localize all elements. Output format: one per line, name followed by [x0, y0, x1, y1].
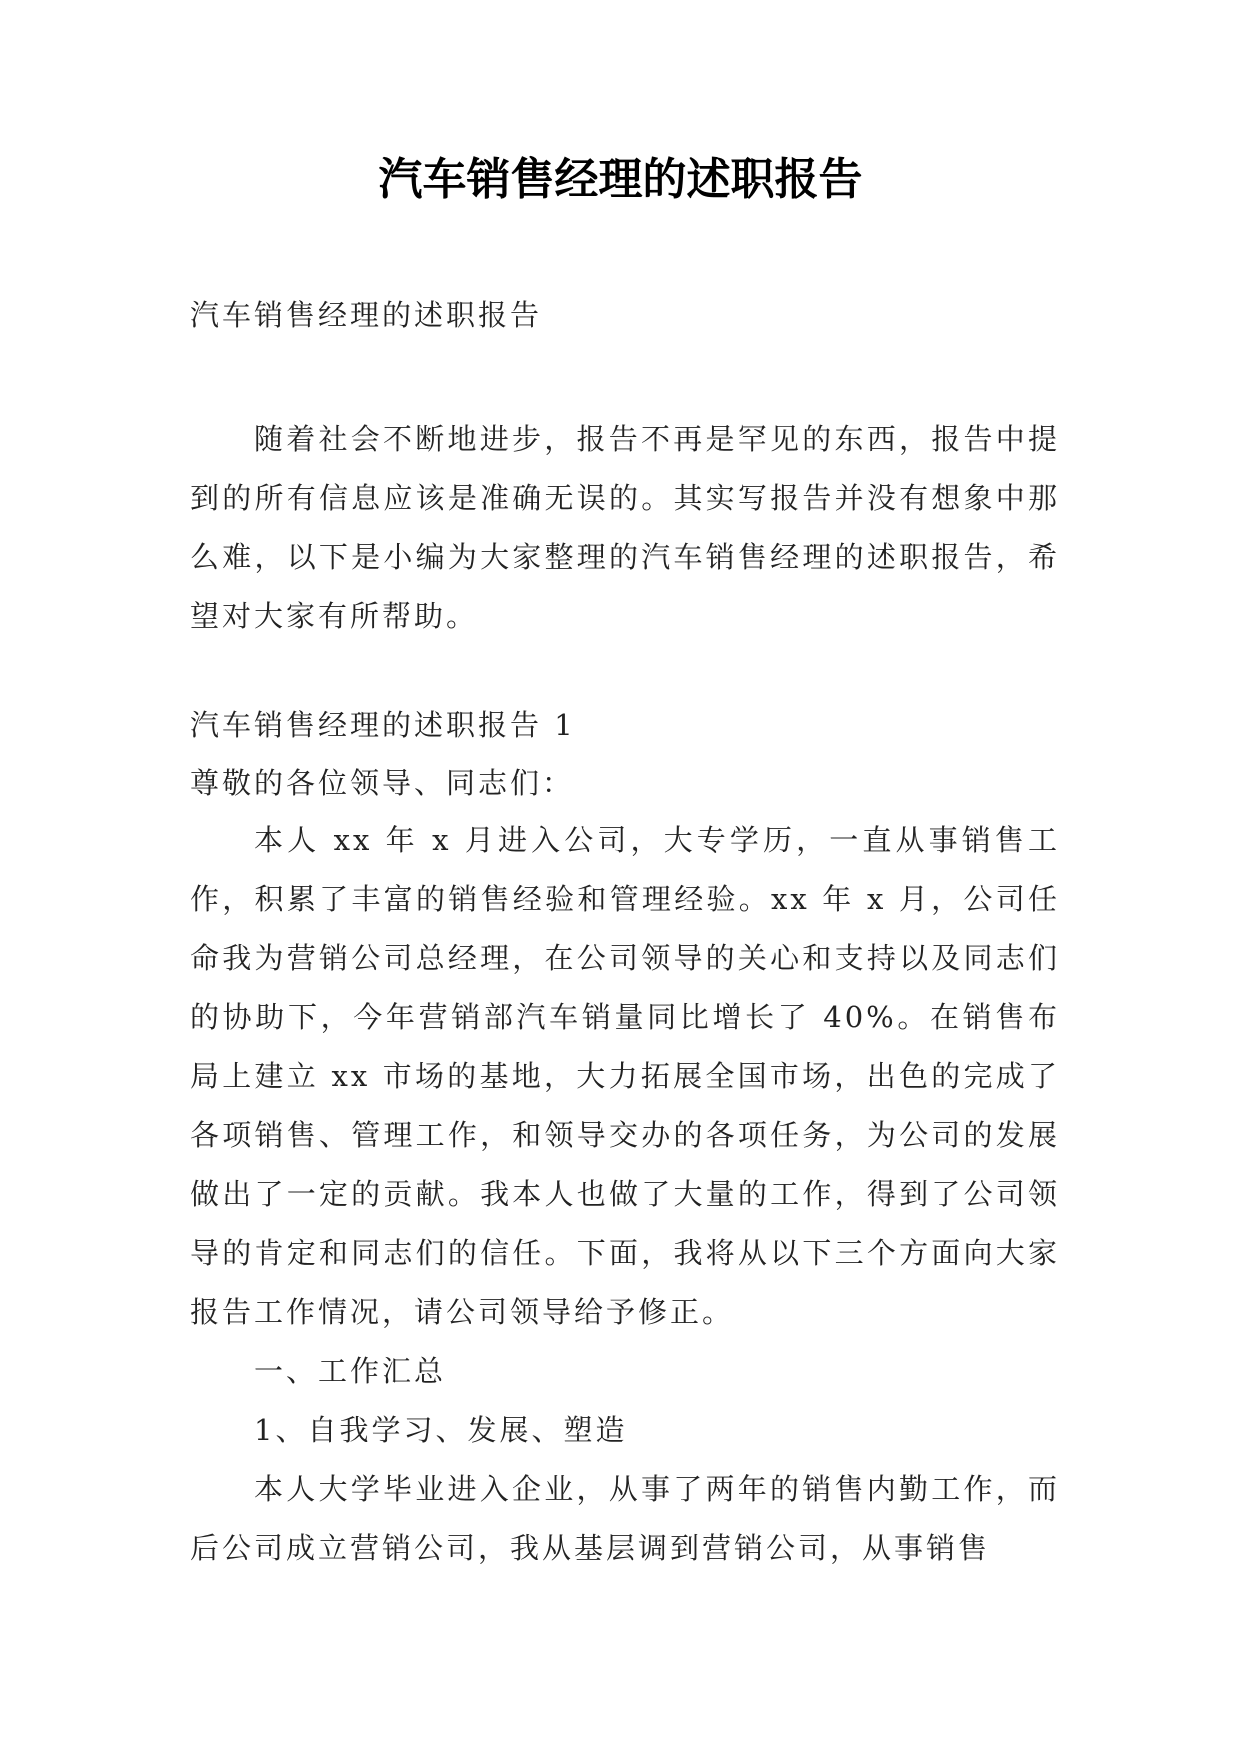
intro-paragraph: 随着社会不断地进步，报告不再是罕见的东西，报告中提到的所有信息应该是准确无误的。其实写报告并没有想象中那么难，以下是小编为大家整理的汽车销售经理的述职报告，希望对大家有所帮助。	[190, 422, 1060, 633]
body-paragraph: 本人 xx 年 x 月进入公司，大专学历，一直从事销售工作，积累了丰富的销售经验和管理经验。xx 年 x 月，公司任命我为营销公司总经理，在公司领导的关心和支持以及同志们的协助下，今年营销部汽车销量同比增长了 40%。在销售布局上建立 xx 市场的基地，大力拓展全国市场，出色的完成了各项销售、管理工作，和领导交办的各项任务，为公司的发展做出了一定的贡献。我本人也做了大量的工作，得到了公司领导的肯定和同志们的信任。下面，我将从以下三个方面向大家报告工作情况，请公司领导给予修正。	[190, 823, 1060, 1329]
section-heading: 汽车销售经理的述职报告 1	[190, 708, 576, 742]
body-heading: 一、工作汇总	[254, 1354, 447, 1388]
document-title: 汽车销售经理的述职报告	[378, 154, 863, 205]
report-body	[190, 811, 1060, 1578]
body-paragraph: 本人大学毕业进入企业，从事了两年的销售内勤工作，而后公司成立营销公司，我从基层调到营销公司，从事销售	[190, 1472, 1060, 1565]
salutation: 尊敬的各位领导、同志们：	[190, 766, 575, 800]
document-subtitle: 汽车销售经理的述职报告	[190, 298, 543, 332]
body-subheading: 1、自我学习、发展、塑造	[254, 1413, 628, 1447]
